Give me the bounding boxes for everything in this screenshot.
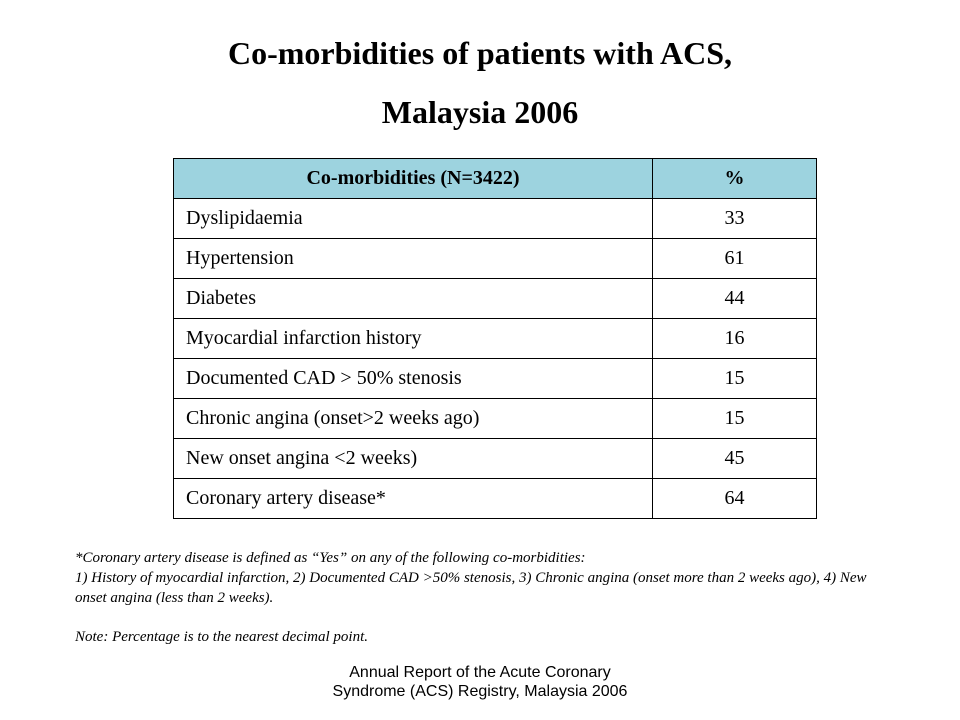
table-row xyxy=(174,439,817,479)
table-row xyxy=(174,319,817,359)
comorbidity-percent: 16 xyxy=(653,319,817,359)
comorbidity-name: Myocardial infarction history xyxy=(174,319,653,359)
header-comorbidities: Co-morbidities (N=3422) xyxy=(174,159,653,199)
source-citation xyxy=(0,663,960,701)
footnote-note: Note: Percentage is to the nearest decimal point. xyxy=(75,629,368,645)
page-subtitle: Malaysia 2006 xyxy=(381,94,579,130)
table-row xyxy=(174,239,817,279)
comorbidity-percent: 44 xyxy=(653,279,817,319)
comorbidity-name: Chronic angina (onset>2 weeks ago) xyxy=(174,399,653,439)
comorbidity-percent: 15 xyxy=(653,359,817,399)
page-title: Co-morbidities of patients with ACS, xyxy=(227,35,732,71)
comorbidity-percent: 61 xyxy=(653,239,817,279)
comorbidity-percent: 64 xyxy=(653,479,817,519)
comorbidity-percent: 15 xyxy=(653,399,817,439)
footnote-list: 1) History of myocardial infarction, 2) Documented CAD >50% stenosis, 3) Chronic angina (onset more than 2 weeks ago), 4) New onset angina (less than 2 weeks). xyxy=(75,570,867,606)
comorbidity-name: Documented CAD > 50% stenosis xyxy=(174,359,653,399)
comorbidity-name: Hypertension xyxy=(174,239,653,279)
comorbidity-percent: 33 xyxy=(653,199,817,239)
source-line-2: Syndrome (ACS) Registry, Malaysia 2006 xyxy=(332,683,628,700)
source-line-1: Annual Report of the Acute Coronary xyxy=(349,664,611,681)
comorbidity-name: Dyslipidaemia xyxy=(174,199,653,239)
comorbidities-table xyxy=(173,158,817,519)
header-percent: % xyxy=(653,159,817,199)
comorbidity-name: Coronary artery disease* xyxy=(174,479,653,519)
table-row xyxy=(174,199,817,239)
table-row xyxy=(174,479,817,519)
table-row xyxy=(174,359,817,399)
comorbidity-name: Diabetes xyxy=(174,279,653,319)
table-header-row xyxy=(174,159,817,199)
table-row xyxy=(174,279,817,319)
comorbidity-percent: 45 xyxy=(653,439,817,479)
footnote-definition: *Coronary artery disease is defined as “Yes” on any of the following co-morbidities: xyxy=(75,550,586,566)
table-row xyxy=(174,399,817,439)
comorbidity-name: New onset angina <2 weeks) xyxy=(174,439,653,479)
